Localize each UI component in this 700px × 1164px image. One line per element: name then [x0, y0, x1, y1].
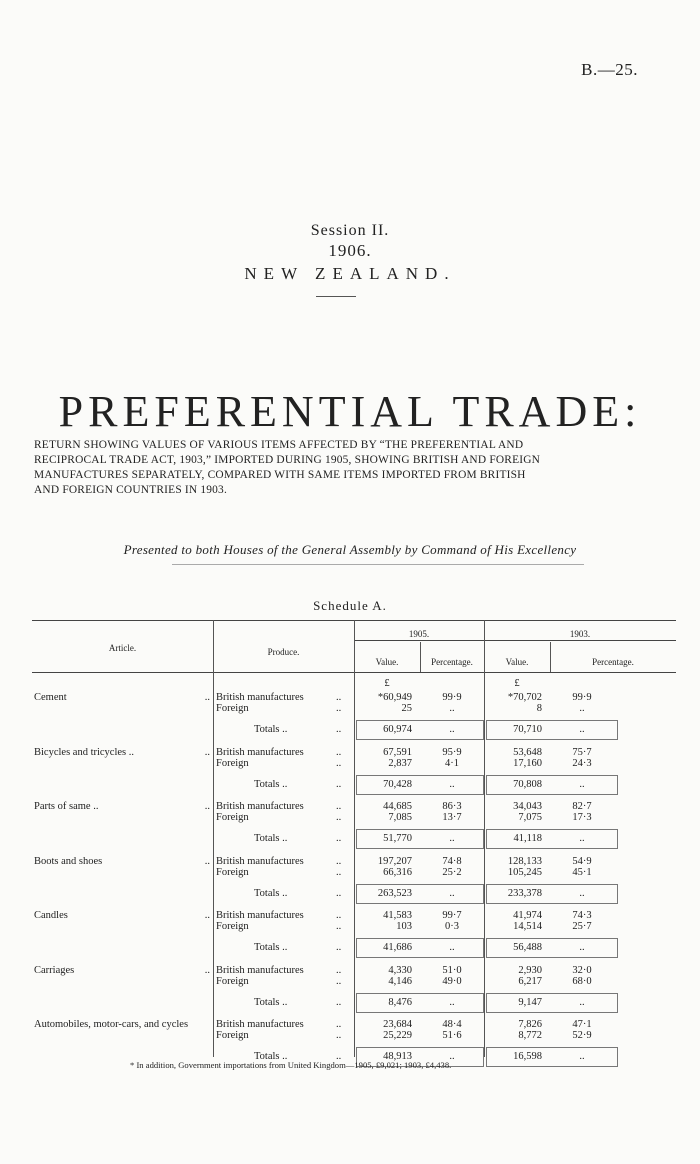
value-1905-british: *60,949	[377, 692, 412, 703]
schedule-table	[32, 620, 676, 1062]
session-heading	[0, 222, 700, 240]
total-1905: 70,428	[383, 779, 412, 790]
total-1905: 48,913	[383, 1051, 412, 1062]
produce-dots: ..	[336, 867, 342, 878]
divider-rule	[316, 296, 356, 297]
pct-1905-british: 74·8	[442, 856, 462, 867]
total-1905-pct: ..	[449, 997, 455, 1008]
article-name: Cement	[34, 692, 67, 703]
pct-1905-british: 51·0	[442, 965, 462, 976]
article-leader: ..	[204, 747, 210, 758]
totals-dots: ..	[336, 833, 342, 844]
total-1903-pct: ..	[579, 942, 585, 953]
value-1905-british: 23,684	[383, 1019, 412, 1030]
totals-label: Totals ..	[254, 724, 288, 735]
subtitle-line: AND FOREIGN COUNTRIES IN 1903.	[34, 484, 227, 496]
produce-foreign: Foreign	[216, 812, 249, 823]
value-1903-british: 53,648	[513, 747, 542, 758]
total-1903: 9,147	[518, 997, 542, 1008]
produce-dots: ..	[336, 965, 342, 976]
produce-dots: ..	[336, 1030, 342, 1041]
produce-foreign: Foreign	[216, 1030, 249, 1041]
value-1903-foreign: 8,772	[518, 1030, 542, 1041]
percentage-1903-header: Percentage.	[592, 657, 634, 667]
column-rule-article	[213, 620, 214, 1057]
produce-dots: ..	[336, 1019, 342, 1030]
totals-dots: ..	[336, 888, 342, 899]
pct-1905-foreign: 25·2	[442, 867, 462, 878]
totals-label: Totals ..	[254, 779, 288, 790]
produce-dots: ..	[336, 910, 342, 921]
article-leader: ..	[204, 965, 210, 976]
article-header: Article.	[108, 643, 137, 653]
article-leader: ..	[204, 910, 210, 921]
total-1903: 16,598	[513, 1051, 542, 1062]
total-1905-pct: ..	[449, 779, 455, 790]
total-1903-pct: ..	[579, 833, 585, 844]
value-1905-british: 67,591	[383, 747, 412, 758]
footnote: * In addition, Government importations from United Kingdom—1905, £9,021; 1903, £4,438.	[130, 1060, 452, 1070]
pct-1903-british: 54·9	[572, 856, 592, 867]
totals-label: Totals ..	[254, 942, 288, 953]
totals-dots: ..	[336, 997, 342, 1008]
article-name: Automobiles, motor-cars, and cycles	[34, 1019, 189, 1030]
total-1903-pct: ..	[579, 779, 585, 790]
subtitle-line: RETURN SHOWING VALUES OF VARIOUS ITEMS AFFECTED BY “THE PREFERENTIAL AND	[34, 439, 524, 451]
subtitle-line: MANUFACTURES SEPARATELY, COMPARED WITH SAME ITEMS IMPORTED FROM BRITISH	[34, 469, 526, 481]
totals-dots: ..	[336, 779, 342, 790]
value-1905-foreign: 2,837	[388, 758, 412, 769]
pct-1905-foreign: 51·6	[442, 1030, 462, 1041]
value-1905-british: 44,685	[383, 801, 412, 812]
produce-header: Produce.	[267, 647, 300, 657]
divider-rule	[172, 564, 584, 565]
article-leader: ..	[204, 856, 210, 867]
value-1905-british: 197,207	[377, 856, 412, 867]
value-1905-foreign: 25	[401, 703, 412, 714]
total-1903: 70,808	[513, 779, 542, 790]
value-1903-british: 34,043	[513, 801, 542, 812]
produce-dots: ..	[336, 801, 342, 812]
pct-1905-british: 99·7	[442, 910, 462, 921]
total-1903: 56,488	[513, 942, 542, 953]
article-leader: ..	[204, 692, 210, 703]
total-1903: 233,378	[507, 888, 542, 899]
produce-british: British manufactures	[216, 1019, 304, 1030]
produce-foreign: Foreign	[216, 867, 249, 878]
total-1905: 60,974	[383, 724, 412, 735]
produce-foreign: Foreign	[216, 976, 249, 987]
produce-foreign: Foreign	[216, 758, 249, 769]
article-name: Parts of same ..	[34, 801, 99, 812]
produce-british: British manufactures	[216, 965, 304, 976]
year-rule	[354, 640, 676, 641]
pct-1903-foreign: 25·7	[572, 921, 592, 932]
produce-dots: ..	[336, 856, 342, 867]
total-1905: 41,686	[383, 942, 412, 953]
total-1903: 70,710	[513, 724, 542, 735]
value-1903-header: Value.	[505, 657, 529, 667]
total-1903-pct: ..	[579, 724, 585, 735]
article-name: Bicycles and tricycles ..	[34, 747, 135, 758]
totals-dots: ..	[336, 1051, 342, 1062]
value-1905-british: 4,330	[388, 965, 412, 976]
value-1905-foreign: 4,146	[388, 976, 412, 987]
total-1905-pct: ..	[449, 833, 455, 844]
totals-dots: ..	[336, 942, 342, 953]
value-1903-british: *70,702	[507, 692, 542, 703]
pct-1903-british: 47·1	[572, 1019, 592, 1030]
percentage-1905-header: Percentage.	[431, 657, 473, 667]
subtitle	[34, 438, 634, 498]
total-1905: 263,523	[377, 888, 412, 899]
value-1905-header: Value.	[375, 657, 399, 667]
year-heading: 1906.	[328, 241, 372, 260]
presented-line: Presented to both Houses of the General Assembly by Command of His Excellency	[123, 542, 577, 557]
pct-1903-foreign: 17·3	[572, 812, 592, 823]
value-1903-foreign: 14,514	[513, 921, 542, 932]
article-name: Carriages	[34, 965, 75, 976]
article-leader: ..	[204, 801, 210, 812]
pct-1905-foreign: 4·1	[445, 758, 459, 769]
session-word: Session	[310, 222, 367, 239]
total-1905-pct: ..	[449, 942, 455, 953]
country-heading: NEW ZEALAND.	[244, 264, 456, 283]
total-1905: 51,770	[383, 833, 412, 844]
produce-dots: ..	[336, 976, 342, 987]
total-1905-pct: ..	[449, 888, 455, 899]
value-1903-foreign: 8	[536, 703, 542, 714]
value-1903-foreign: 6,217	[518, 976, 542, 987]
session-numeral: II.	[371, 222, 390, 239]
article-name: Boots and shoes	[34, 856, 103, 867]
pct-1905-foreign: 13·7	[442, 812, 462, 823]
value-1905-foreign: 25,229	[383, 1030, 412, 1041]
totals-label: Totals ..	[254, 888, 288, 899]
pct-1903-british: 82·7	[572, 801, 592, 812]
value-1905-british: 41,583	[383, 910, 412, 921]
produce-foreign: Foreign	[216, 921, 249, 932]
value-1903-foreign: 17,160	[513, 758, 542, 769]
pct-1905-foreign: ..	[449, 703, 455, 714]
schedule-word: Schedule	[313, 598, 369, 613]
year-1903-header: 1903.	[569, 629, 591, 639]
currency-1905: £	[384, 678, 390, 689]
produce-dots: ..	[336, 758, 342, 769]
value-1903-british: 41,974	[513, 910, 542, 921]
pct-1905-foreign: 49·0	[442, 976, 462, 987]
produce-british: British manufactures	[216, 692, 304, 703]
pct-1903-foreign: 45·1	[572, 867, 592, 878]
pct-1905-british: 86·3	[442, 801, 462, 812]
pct-1903-british: 32·0	[572, 965, 592, 976]
pct-1903-foreign: 68·0	[572, 976, 592, 987]
value-1903-british: 128,133	[507, 856, 542, 867]
subtitle-line: RECIPROCAL TRADE ACT, 1903,” IMPORTED DURING 1905, SHOWING BRITISH AND FOREIGN	[34, 454, 541, 466]
pct-1905-foreign: 0·3	[445, 921, 459, 932]
total-1905-pct: ..	[449, 724, 455, 735]
produce-foreign: Foreign	[216, 703, 249, 714]
value-1903-foreign: 105,245	[507, 867, 542, 878]
produce-british: British manufactures	[216, 856, 304, 867]
article-name: Candles	[34, 910, 68, 921]
totals-dots: ..	[336, 724, 342, 735]
pct-1905-british: 48·4	[442, 1019, 462, 1030]
pct-1903-british: 74·3	[572, 910, 592, 921]
value-1905-foreign: 66,316	[383, 867, 412, 878]
total-1905: 8,476	[388, 997, 412, 1008]
totals-label: Totals ..	[254, 833, 288, 844]
pct-1903-british: 99·9	[572, 692, 592, 703]
schedule-heading	[0, 598, 700, 614]
value-1905-foreign: 7,085	[388, 812, 412, 823]
page-title: PREFERENTIAL TRADE:	[58, 387, 642, 436]
produce-dots: ..	[336, 921, 342, 932]
pct-1903-british: 75·7	[572, 747, 592, 758]
produce-dots: ..	[336, 703, 342, 714]
pct-1903-foreign: 24·3	[572, 758, 592, 769]
schedule-letter: A.	[372, 598, 387, 613]
year-1905-header: 1905.	[408, 629, 430, 639]
value-1903-foreign: 7,075	[518, 812, 542, 823]
value-1903-british: 7,826	[518, 1019, 542, 1030]
produce-british: British manufactures	[216, 910, 304, 921]
totals-label: Totals ..	[254, 997, 288, 1008]
total-1903-pct: ..	[579, 888, 585, 899]
pct-1903-foreign: 52·9	[572, 1030, 592, 1041]
value-1903-british: 2,930	[518, 965, 542, 976]
produce-british: British manufactures	[216, 801, 304, 812]
produce-dots: ..	[336, 812, 342, 823]
total-1903: 41,118	[513, 833, 542, 844]
page-reference: B.—25.	[581, 60, 638, 79]
value-1905-foreign: 103	[396, 921, 412, 932]
total-1903-pct: ..	[579, 1051, 585, 1062]
pct-1905-british: 95·9	[442, 747, 462, 758]
totals-label: Totals ..	[254, 1051, 288, 1062]
total-1905-pct: ..	[449, 1051, 455, 1062]
total-1903-pct: ..	[579, 997, 585, 1008]
produce-dots: ..	[336, 747, 342, 758]
pct-1905-british: 99·9	[442, 692, 462, 703]
produce-british: British manufactures	[216, 747, 304, 758]
pct-1903-foreign: ..	[579, 703, 585, 714]
currency-1903: £	[514, 678, 520, 689]
produce-dots: ..	[336, 692, 342, 703]
